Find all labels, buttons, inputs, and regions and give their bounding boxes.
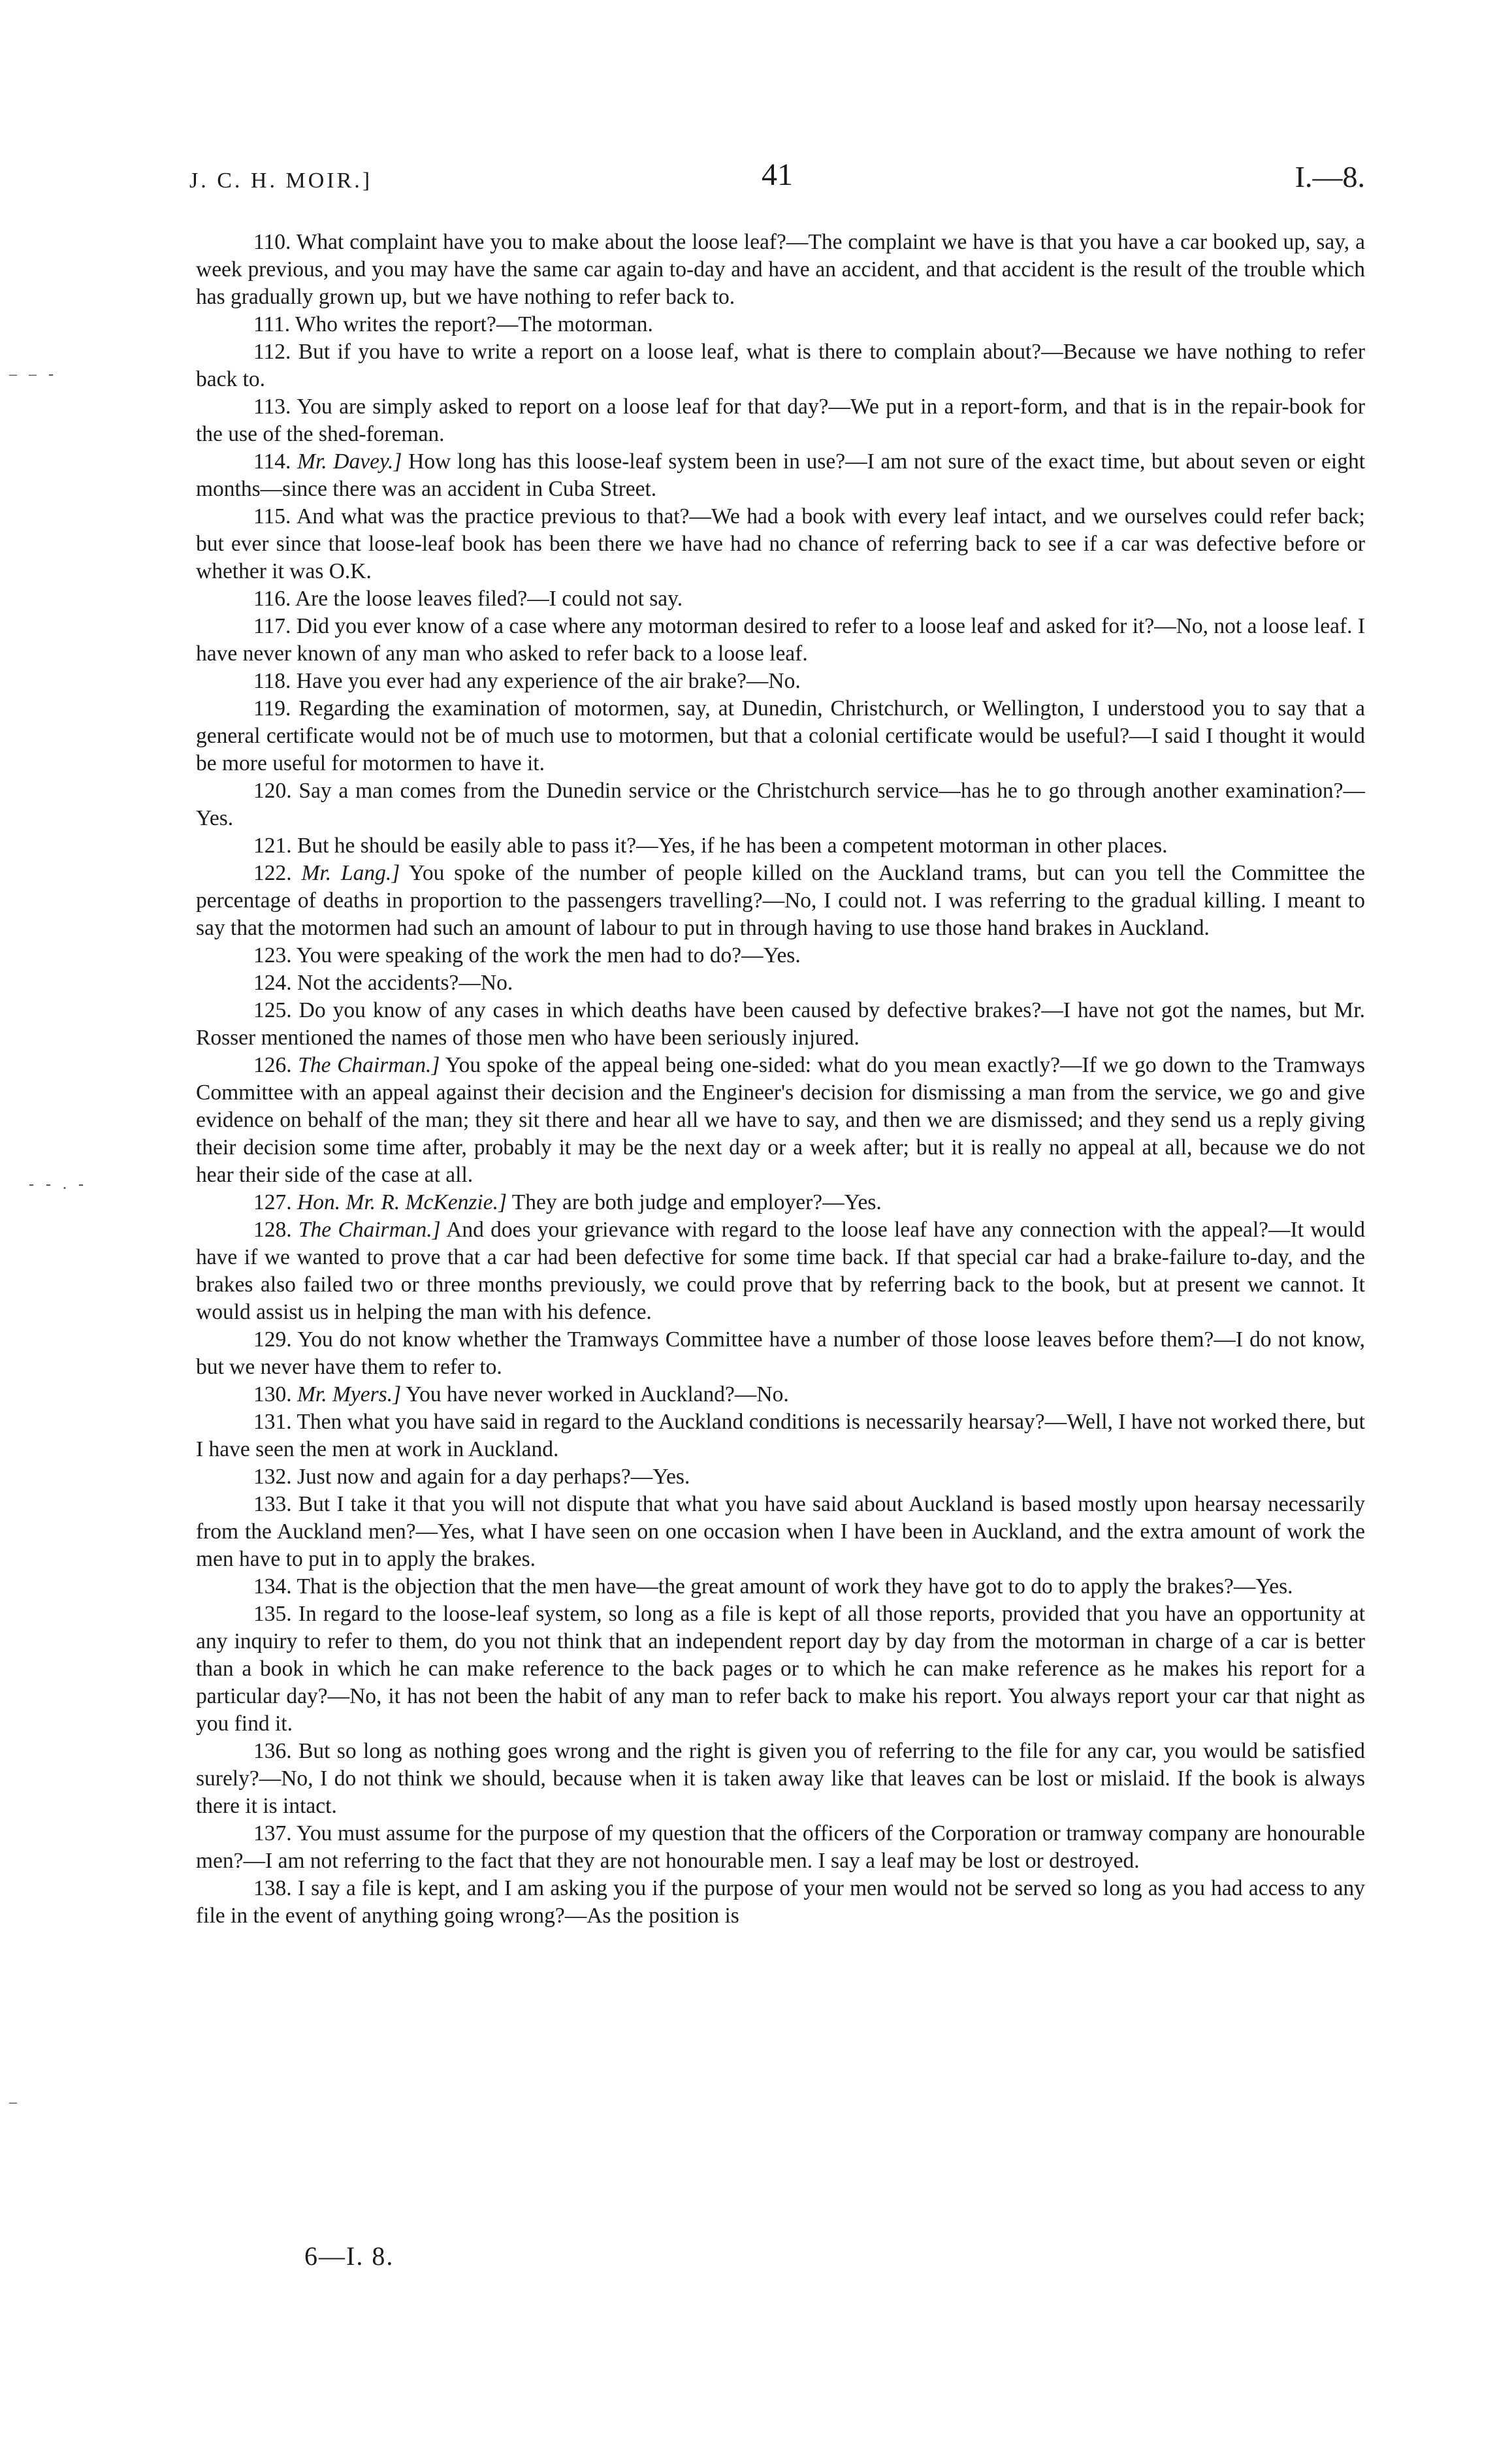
speaker-name: The Chairman.] xyxy=(298,1053,440,1077)
question-paragraph xyxy=(196,1601,1365,1738)
question-number: 128. xyxy=(253,1218,292,1242)
question-answer-text: They are both judge and employer?—Yes. xyxy=(511,1190,882,1214)
question-answer-text: You were speaking of the work the men had to do?—Yes. xyxy=(296,943,801,967)
question-paragraph xyxy=(196,1052,1365,1189)
header-witness-name: J. C. H. MOIR.] xyxy=(189,169,373,193)
question-number: 118. xyxy=(253,669,291,693)
question-number: 123. xyxy=(253,943,292,967)
question-answer-text: Say a man comes from the Dunedin service or the Christchurch service—has he to go through another examination?—Yes. xyxy=(196,779,1365,830)
question-number: 124. xyxy=(253,971,292,995)
question-paragraph xyxy=(196,997,1365,1052)
question-answer-text: But if you have to write a report on a loose leaf, what is there to complain about?—Because we have nothing to refer back to. xyxy=(196,340,1366,391)
page-header xyxy=(189,157,1365,209)
question-paragraph xyxy=(196,1463,1365,1491)
margin-mark: – – - xyxy=(9,366,57,383)
question-number: 111. xyxy=(253,312,291,336)
question-paragraph xyxy=(196,1216,1365,1326)
question-paragraph xyxy=(196,695,1365,777)
question-answer-text: I say a file is kept, and I am asking you if the purpose of your men would not be served so long as you had access to any file in the event of anything going wrong?—As the position is xyxy=(196,1876,1366,1928)
speaker-name: Mr. Davey.] xyxy=(297,449,402,474)
question-paragraph xyxy=(196,1738,1365,1820)
question-paragraph xyxy=(196,969,1365,997)
question-number: 137. xyxy=(253,1821,292,1845)
question-answer-text: Who writes the report?—The motorman. xyxy=(295,312,653,336)
question-number: 134. xyxy=(253,1574,292,1599)
question-answer-text: What complaint have you to make about the loose leaf?—The complaint we have is that you have a car booked up, say, a week previous, and you may have the same car again to-day and have an accident, and that accident is the result of the trouble which has gradually grown up, but we have nothing to refer back to. xyxy=(196,230,1365,309)
question-answer-text: Have you ever had any experience of the air brake?—No. xyxy=(296,669,801,693)
question-paragraph xyxy=(196,832,1365,860)
question-number: 115. xyxy=(253,504,291,528)
question-paragraph xyxy=(196,1326,1365,1381)
question-answer-text: But I take it that you will not dispute that what you have said about Auckland is based mostly upon hearsay necessarily from the Auckland men?—Yes, what I have seen on one occasion when I have been in Auckland, and the extra amount of work the men have to put in to apply the brakes. xyxy=(196,1492,1365,1571)
question-answer-text: Regarding the examination of motormen, say, at Dunedin, Christchurch, or Wellington, I understood you to say that a general certificate would not be of much use to motormen, but that a colonial certificate would be useful?—I said I thought it would be more useful for motormen to have it. xyxy=(196,696,1366,775)
question-answer-text: In regard to the loose-leaf system, so long as a file is kept of all those reports, provided that you have an opportunity at any inquiry to refer to them, do you not think that an independent report day by day from the motorman in charge of a car is better than a book in which he can make reference to the back pages or to which he can make reference as he makes his report for a particular day?—No, it has not been the habit of any man to refer back to make his report. You always report your car that night as you find it. xyxy=(196,1602,1366,1736)
question-number: 130. xyxy=(253,1382,292,1406)
question-number: 121. xyxy=(253,834,292,858)
margin-mark: - - . - xyxy=(29,1176,88,1193)
question-answer-text: How long has this loose-leaf system been in use?—I am not sure of the exact time, but about seven or eight months—since there was an accident in Cuba Street. xyxy=(196,449,1366,501)
question-number: 138. xyxy=(253,1876,292,1900)
speaker-name: Mr. Lang.] xyxy=(301,861,400,885)
question-paragraph xyxy=(196,1820,1365,1875)
question-paragraph xyxy=(196,777,1365,832)
question-paragraph xyxy=(196,613,1365,668)
question-answer-text: You do not know whether the Tramways Committee have a number of those loose leaves before them?—I do not know, but we never have them to refer to. xyxy=(196,1327,1365,1379)
question-paragraph xyxy=(196,1408,1365,1463)
question-number: 113. xyxy=(253,395,291,419)
question-paragraph xyxy=(196,1381,1365,1408)
question-number: 112. xyxy=(253,340,291,364)
question-answer-text: You have never worked in Auckland?—No. xyxy=(406,1382,789,1406)
speaker-name: Mr. Myers.] xyxy=(297,1382,402,1406)
question-answer-text: And what was the practice previous to that?—We had a book with every leaf intact, and we ourselves could refer back; but ever since that loose-leaf book has been there we have had no chance of referring back to see if a car was defective before or whether it was O.K. xyxy=(196,504,1365,583)
question-paragraph xyxy=(196,338,1365,393)
question-paragraph xyxy=(196,229,1365,311)
question-answer-text: But he should be easily able to pass it?—Yes, if he has been a competent motorman in other places. xyxy=(297,834,1168,858)
question-number: 125. xyxy=(253,998,292,1022)
question-paragraph xyxy=(196,1189,1365,1216)
question-answer-text: Not the accidents?—No. xyxy=(297,971,513,995)
question-number: 116. xyxy=(253,587,291,611)
question-number: 126. xyxy=(253,1053,292,1077)
question-number: 117. xyxy=(253,614,291,638)
question-paragraph xyxy=(196,448,1365,503)
question-answer-text: Do you know of any cases in which deaths have been caused by defective brakes?—I have not got the names, but Mr. Rosser mentioned the names of those men who have been seriously injured. xyxy=(196,998,1366,1050)
question-paragraph xyxy=(196,1491,1365,1573)
question-answer-text: That is the objection that the men have—the great amount of work they have got to do to apply the brakes?—Yes. xyxy=(297,1574,1293,1599)
question-answer-text: You must assume for the purpose of my question that the officers of the Corporation or tramway company are honourable men?—I am not referring to the fact that they are not honourable men. I say a leaf may be lost or destroyed. xyxy=(196,1821,1365,1873)
page-number: 41 xyxy=(762,157,793,192)
question-number: 120. xyxy=(253,779,292,803)
question-paragraph xyxy=(196,311,1365,338)
question-paragraph xyxy=(196,393,1365,448)
question-answer-text: Then what you have said in regard to the Auckland conditions is necessarily hearsay?—Well, I have not worked there, but I have seen the men at work in Auckland. xyxy=(196,1410,1365,1461)
question-answer-text: Did you ever know of a case where any motorman desired to refer to a loose leaf and asked for it?—No, not a loose leaf. I have never known of any man who asked to refer back to a loose leaf. xyxy=(196,614,1366,666)
question-paragraph xyxy=(196,942,1365,969)
question-number: 135. xyxy=(253,1602,292,1626)
speaker-name: The Chairman.] xyxy=(298,1218,441,1242)
question-paragraph xyxy=(196,668,1365,695)
question-number: 131. xyxy=(253,1410,292,1434)
question-answer-text: But so long as nothing goes wrong and the right is given you of referring to the file for any car, you would be satisfied surely?—No, I do not think we should, because when it is taken away like that leaves can be lost or mislaid. If the book is always there it is intact. xyxy=(196,1739,1366,1818)
signature-mark: 6—I. 8. xyxy=(304,2241,394,2271)
question-paragraph xyxy=(196,860,1365,942)
speaker-name: Hon. Mr. R. McKenzie.] xyxy=(297,1190,507,1214)
question-number: 110. xyxy=(253,230,291,254)
question-number: 127. xyxy=(253,1190,292,1214)
question-answer-text: You spoke of the number of people killed on the Auckland trams, but can you tell the Committee the percentage of deaths in proportion to the passengers travelling?—No, I could not. I was referring to the gradual killing. I meant to say that the motormen had such an amount of labour to put in through having to use those hand brakes in Auckland. xyxy=(196,861,1365,940)
question-paragraph xyxy=(196,585,1365,613)
question-number: 129. xyxy=(253,1327,292,1352)
question-paragraph xyxy=(196,1573,1365,1601)
question-paragraph xyxy=(196,1875,1365,1930)
question-answer-text: And does your grievance with regard to the loose leaf have any connection with the appeal?—It would have if we wanted to prove that a car had been defective for some time back. If that special car had a brake-failure to-day, and the brakes also failed two or three months previously, we could prove that by referring back to the book, but at present we cannot. It would assist us in helping the man with his defence. xyxy=(196,1218,1366,1324)
paper-reference: I.—8. xyxy=(1295,160,1365,193)
question-answer-text: Are the loose leaves filed?—I could not say. xyxy=(295,587,683,611)
question-paragraph xyxy=(196,503,1365,585)
question-answer-text: Just now and again for a day perhaps?—Yes. xyxy=(297,1465,690,1489)
question-answer-text: You spoke of the appeal being one-sided: what do you mean exactly?—If we go down to the Tramways Committee with an appeal against their decision and the Engineer's decision for dismissing a man from the service, we go and give evidence on behalf of the man; they sit there and hear all we have to say, and then we are dismissed; and they send us a reply giving their decision some time after, probably it may be the next day or a week after; but it is really no appeal at all, because we do not hear their side of the case at all. xyxy=(196,1053,1365,1187)
question-number: 119. xyxy=(253,696,291,721)
question-number: 133. xyxy=(253,1492,292,1516)
margin-mark: – xyxy=(9,2094,21,2111)
question-answer-text: You are simply asked to report on a loose leaf for that day?—We put in a report-form, and that is in the repair-book for the use of the shed-foreman. xyxy=(196,395,1365,446)
question-number: 132. xyxy=(253,1465,292,1489)
question-number: 136. xyxy=(253,1739,292,1763)
question-number: 122. xyxy=(253,861,292,885)
question-number: 114. xyxy=(253,449,291,474)
document-body xyxy=(196,229,1365,1930)
